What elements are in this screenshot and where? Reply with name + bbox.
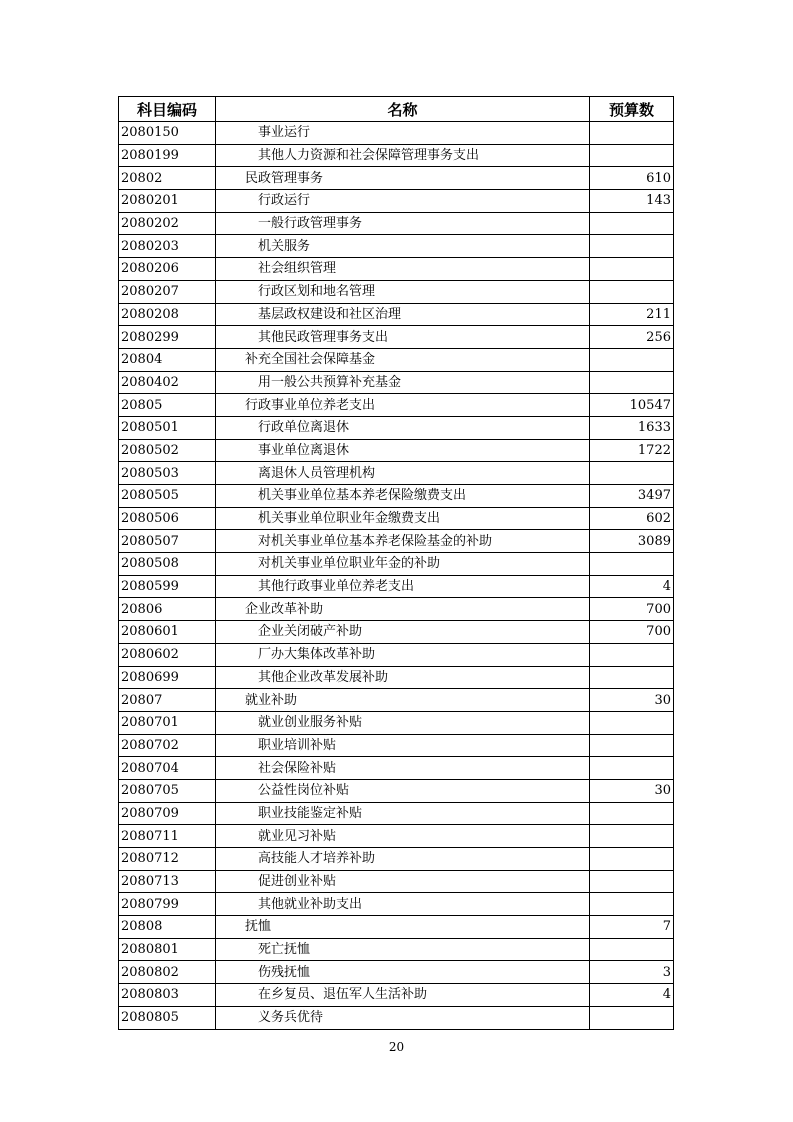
cell-name: 就业见习补贴: [216, 825, 590, 848]
table-row: [119, 462, 674, 485]
cell-amount: 30: [590, 779, 674, 802]
cell-name: 社会保险补贴: [216, 757, 590, 780]
cell-code: 2080803: [119, 984, 216, 1007]
table-row: [119, 961, 674, 984]
cell-code: 2080207: [119, 280, 216, 303]
table-row: [119, 689, 674, 712]
header-amount: 预算数: [590, 97, 674, 122]
cell-amount: 700: [590, 598, 674, 621]
page-number: 20: [388, 1040, 405, 1054]
cell-code: 20802: [119, 167, 216, 190]
table-row: [119, 348, 674, 371]
cell-code: 2080508: [119, 553, 216, 576]
table-row: [119, 870, 674, 893]
cell-name: 就业补助: [216, 689, 590, 712]
cell-amount: [590, 802, 674, 825]
cell-amount: 4: [590, 984, 674, 1007]
cell-name: 行政事业单位养老支出: [216, 394, 590, 417]
cell-code: 2080713: [119, 870, 216, 893]
cell-amount: 7: [590, 916, 674, 939]
cell-code: 2080601: [119, 621, 216, 644]
cell-name: 伤残抚恤: [216, 961, 590, 984]
cell-code: 2080801: [119, 938, 216, 961]
cell-code: 2080712: [119, 848, 216, 871]
table-row: [119, 507, 674, 530]
cell-amount: [590, 734, 674, 757]
cell-code: 2080704: [119, 757, 216, 780]
cell-name: 高技能人才培养补助: [216, 848, 590, 871]
cell-name: 其他就业补助支出: [216, 893, 590, 916]
cell-code: 20805: [119, 394, 216, 417]
table-row: [119, 893, 674, 916]
cell-code: 2080599: [119, 575, 216, 598]
cell-name: 民政管理事务: [216, 167, 590, 190]
cell-amount: [590, 371, 674, 394]
cell-name: 一般行政管理事务: [216, 212, 590, 235]
cell-name: 义务兵优待: [216, 1006, 590, 1029]
table-row: [119, 280, 674, 303]
cell-name: 社会组织管理: [216, 258, 590, 281]
table-row: [119, 848, 674, 871]
cell-code: 2080506: [119, 507, 216, 530]
table-row: [119, 144, 674, 167]
cell-name: 公益性岗位补贴: [216, 779, 590, 802]
table-row: [119, 235, 674, 258]
cell-code: 2080201: [119, 190, 216, 213]
table-row: [119, 598, 674, 621]
cell-name: 其他行政事业单位养老支出: [216, 575, 590, 598]
cell-name: 厂办大集体改革补助: [216, 643, 590, 666]
table-row: [119, 916, 674, 939]
cell-code: 20804: [119, 348, 216, 371]
cell-code: 2080799: [119, 893, 216, 916]
table-row: [119, 530, 674, 553]
table-row: [119, 779, 674, 802]
table-row: [119, 825, 674, 848]
table-row: [119, 394, 674, 417]
cell-name: 其他人力资源和社会保障管理事务支出: [216, 144, 590, 167]
cell-code: 20807: [119, 689, 216, 712]
cell-name: 用一般公共预算补充基金: [216, 371, 590, 394]
cell-name: 事业运行: [216, 122, 590, 145]
header-name: 名称: [216, 97, 590, 122]
cell-name: 就业创业服务补贴: [216, 711, 590, 734]
cell-amount: 610: [590, 167, 674, 190]
cell-code: 2080507: [119, 530, 216, 553]
cell-name: 在乡复员、退伍军人生活补助: [216, 984, 590, 1007]
cell-amount: [590, 212, 674, 235]
table-row: [119, 439, 674, 462]
cell-amount: 10547: [590, 394, 674, 417]
table-row: [119, 371, 674, 394]
table-row: [119, 643, 674, 666]
cell-name: 机关事业单位职业年金缴费支出: [216, 507, 590, 530]
cell-code: 2080503: [119, 462, 216, 485]
cell-amount: [590, 462, 674, 485]
cell-code: 2080602: [119, 643, 216, 666]
table-row: [119, 734, 674, 757]
cell-amount: [590, 144, 674, 167]
cell-name: 企业关闭破产补助: [216, 621, 590, 644]
cell-code: 2080705: [119, 779, 216, 802]
cell-name: 对机关事业单位基本养老保险基金的补助: [216, 530, 590, 553]
cell-amount: [590, 280, 674, 303]
cell-amount: 211: [590, 303, 674, 326]
cell-amount: [590, 1006, 674, 1029]
table-row: [119, 167, 674, 190]
cell-amount: [590, 235, 674, 258]
cell-code: 2080202: [119, 212, 216, 235]
table-row: [119, 190, 674, 213]
cell-amount: [590, 553, 674, 576]
table-row: [119, 621, 674, 644]
cell-amount: [590, 893, 674, 916]
table-row: [119, 938, 674, 961]
cell-code: 2080150: [119, 122, 216, 145]
cell-amount: 1633: [590, 416, 674, 439]
table-row: [119, 666, 674, 689]
cell-name: 机关事业单位基本养老保险缴费支出: [216, 485, 590, 508]
cell-name: 其他企业改革发展补助: [216, 666, 590, 689]
cell-name: 事业单位离退休: [216, 439, 590, 462]
cell-name: 离退休人员管理机构: [216, 462, 590, 485]
cell-name: 行政运行: [216, 190, 590, 213]
cell-amount: 30: [590, 689, 674, 712]
cell-name: 基层政权建设和社区治理: [216, 303, 590, 326]
cell-amount: 602: [590, 507, 674, 530]
cell-code: 2080505: [119, 485, 216, 508]
budget-table: [118, 96, 674, 1030]
cell-code: 2080203: [119, 235, 216, 258]
cell-name: 企业改革补助: [216, 598, 590, 621]
cell-name: 行政单位离退休: [216, 416, 590, 439]
cell-code: 2080299: [119, 326, 216, 349]
cell-amount: 256: [590, 326, 674, 349]
cell-amount: [590, 643, 674, 666]
table-row: [119, 258, 674, 281]
table-row: [119, 212, 674, 235]
table-row: [119, 575, 674, 598]
cell-code: 2080206: [119, 258, 216, 281]
cell-code: 2080701: [119, 711, 216, 734]
cell-name: 机关服务: [216, 235, 590, 258]
table-row: [119, 802, 674, 825]
table-row: [119, 122, 674, 145]
table-row: [119, 326, 674, 349]
cell-amount: [590, 825, 674, 848]
table-row: [119, 1006, 674, 1029]
cell-code: 2080709: [119, 802, 216, 825]
cell-amount: [590, 122, 674, 145]
cell-name: 促进创业补贴: [216, 870, 590, 893]
cell-code: 2080805: [119, 1006, 216, 1029]
cell-amount: 3497: [590, 485, 674, 508]
cell-code: 2080711: [119, 825, 216, 848]
cell-amount: 3089: [590, 530, 674, 553]
cell-amount: [590, 870, 674, 893]
cell-amount: [590, 666, 674, 689]
cell-amount: [590, 848, 674, 871]
cell-amount: 143: [590, 190, 674, 213]
cell-amount: [590, 348, 674, 371]
cell-amount: [590, 757, 674, 780]
cell-code: 2080208: [119, 303, 216, 326]
table-row: [119, 303, 674, 326]
header-code: 科目编码: [119, 97, 216, 122]
table-row: [119, 485, 674, 508]
cell-amount: [590, 258, 674, 281]
cell-name: 抚恤: [216, 916, 590, 939]
cell-code: 2080502: [119, 439, 216, 462]
cell-code: 2080199: [119, 144, 216, 167]
table-row: [119, 757, 674, 780]
cell-code: 20806: [119, 598, 216, 621]
cell-name: 行政区划和地名管理: [216, 280, 590, 303]
cell-name: 职业培训补贴: [216, 734, 590, 757]
cell-amount: 4: [590, 575, 674, 598]
cell-name: 死亡抚恤: [216, 938, 590, 961]
cell-code: 2080699: [119, 666, 216, 689]
cell-code: 2080702: [119, 734, 216, 757]
cell-amount: 700: [590, 621, 674, 644]
table-row: [119, 553, 674, 576]
cell-name: 其他民政管理事务支出: [216, 326, 590, 349]
cell-amount: 1722: [590, 439, 674, 462]
table-row: [119, 416, 674, 439]
cell-name: 补充全国社会保障基金: [216, 348, 590, 371]
table-header-row: [119, 97, 674, 122]
table-body: [119, 122, 674, 1030]
cell-code: 2080501: [119, 416, 216, 439]
cell-name: 对机关事业单位职业年金的补助: [216, 553, 590, 576]
cell-code: 20808: [119, 916, 216, 939]
cell-code: 2080402: [119, 371, 216, 394]
cell-amount: 3: [590, 961, 674, 984]
cell-code: 2080802: [119, 961, 216, 984]
cell-amount: [590, 711, 674, 734]
cell-name: 职业技能鉴定补贴: [216, 802, 590, 825]
table-row: [119, 711, 674, 734]
cell-amount: [590, 938, 674, 961]
table-row: [119, 984, 674, 1007]
